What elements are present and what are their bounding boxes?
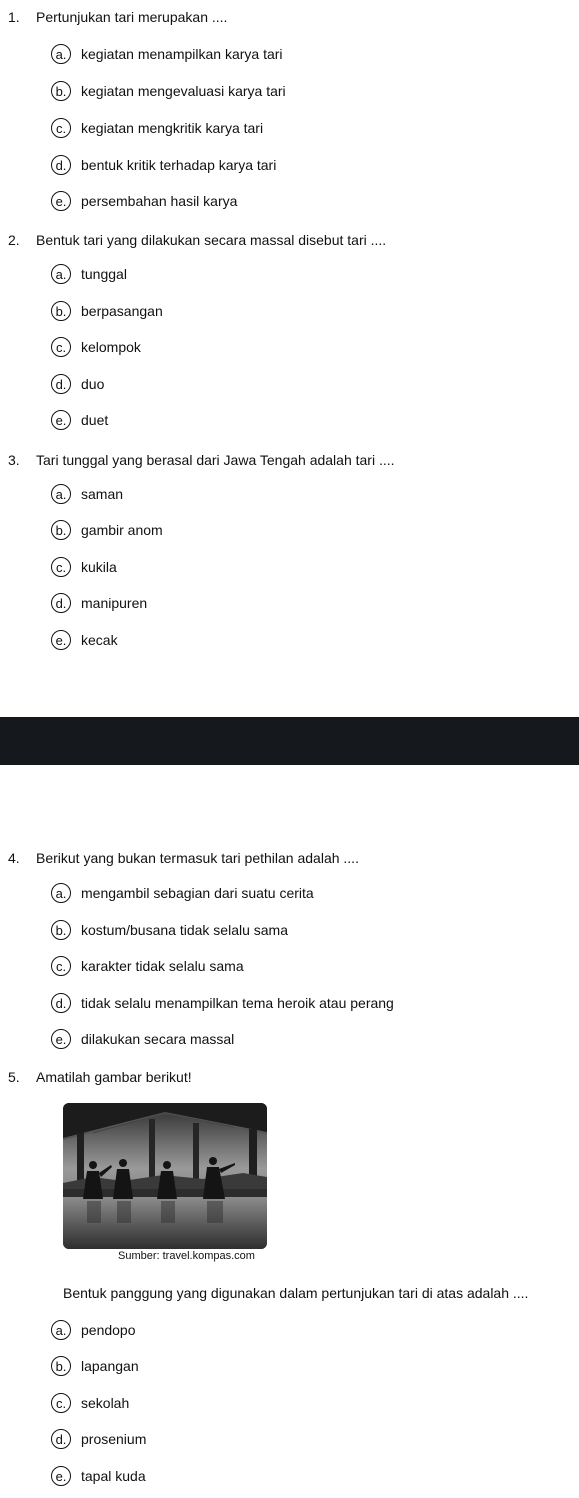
option-letter: e. [51, 410, 71, 430]
option-2d[interactable] [51, 373, 104, 395]
option-4d[interactable] [51, 992, 394, 1014]
option-letter: b. [51, 520, 71, 540]
option-letter: d. [51, 993, 71, 1013]
option-letter: c. [51, 337, 71, 357]
option-letter: e. [51, 630, 71, 650]
question-4 [8, 850, 359, 866]
option-text: kelompok [81, 339, 141, 355]
option-1d[interactable] [51, 154, 276, 176]
question-number: 4. [8, 850, 20, 866]
option-text: persembahan hasil karya [81, 193, 238, 209]
page-divider [0, 717, 579, 765]
option-3d[interactable] [51, 592, 147, 614]
option-5a[interactable] [51, 1319, 136, 1341]
question-text: Tari tunggal yang berasal dari Jawa Tengah adalah tari .... [36, 452, 395, 468]
option-text: sekolah [81, 1395, 130, 1411]
option-letter: b. [51, 301, 71, 321]
option-text: lapangan [81, 1358, 139, 1374]
option-text: dilakukan secara massal [81, 1031, 235, 1047]
image-caption: Sumber: travel.kompas.com [118, 1250, 255, 1262]
option-letter: a. [51, 1320, 71, 1340]
option-1c[interactable] [51, 117, 263, 139]
question-text: Bentuk tari yang dilakukan secara massal disebut tari .... [36, 232, 387, 248]
option-text: tapal kuda [81, 1468, 146, 1484]
option-1e[interactable] [51, 190, 237, 212]
option-letter: a. [51, 44, 71, 64]
option-letter: a. [51, 484, 71, 504]
option-3c[interactable] [51, 556, 117, 578]
option-text: pendopo [81, 1322, 136, 1338]
option-text: mengambil sebagian dari suatu cerita [81, 885, 314, 901]
question-text: Pertunjukan tari merupakan .... [36, 9, 228, 25]
option-letter: e. [51, 1466, 71, 1486]
option-text: duo [81, 376, 105, 392]
option-text: tidak selalu menampilkan tema heroik atau perang [81, 995, 394, 1011]
option-5d[interactable] [51, 1428, 146, 1450]
option-text: saman [81, 486, 124, 502]
option-letter: d. [51, 374, 71, 394]
option-5e[interactable] [51, 1465, 146, 1487]
option-letter: e. [51, 1029, 71, 1049]
question-text: Amatilah gambar berikut! [36, 1069, 192, 1085]
option-text: karakter tidak selalu sama [81, 958, 244, 974]
option-letter: b. [51, 920, 71, 940]
option-letter: c. [51, 557, 71, 577]
question-number: 1. [8, 9, 20, 25]
option-letter: d. [51, 1429, 71, 1449]
question-number: 2. [8, 232, 20, 248]
option-letter: a. [51, 883, 71, 903]
option-2b[interactable] [51, 300, 163, 322]
option-text: prosenium [81, 1431, 147, 1447]
option-text: kukila [81, 559, 117, 575]
option-text: tunggal [81, 266, 127, 282]
option-1a[interactable] [51, 43, 283, 65]
question-5-stem: Bentuk panggung yang digunakan dalam pertunjukan tari di atas adalah .... [63, 1285, 529, 1301]
option-3a[interactable] [51, 483, 123, 505]
option-letter: b. [51, 81, 71, 101]
option-text: kegiatan mengkritik karya tari [81, 120, 264, 136]
option-letter: e. [51, 191, 71, 211]
option-3b[interactable] [51, 519, 163, 541]
option-text: duet [81, 412, 109, 428]
option-5c[interactable] [51, 1392, 129, 1414]
question-3 [8, 452, 395, 468]
question-2 [8, 232, 386, 248]
question-number: 3. [8, 452, 20, 468]
question-text: Berikut yang bukan termasuk tari pethilan adalah .... [36, 850, 359, 866]
option-text: kostum/busana tidak selalu sama [81, 922, 288, 938]
option-text: kecak [81, 632, 118, 648]
option-letter: d. [51, 155, 71, 175]
option-5b[interactable] [51, 1355, 139, 1377]
question-number: 5. [8, 1069, 20, 1085]
dance-photo [63, 1103, 267, 1249]
option-letter: d. [51, 593, 71, 613]
option-1b[interactable] [51, 80, 286, 102]
option-text: bentuk kritik terhadap karya tari [81, 157, 277, 173]
option-text: manipuren [81, 595, 148, 611]
option-text: berpasangan [81, 303, 163, 319]
option-4c[interactable] [51, 955, 244, 977]
option-letter: a. [51, 264, 71, 284]
option-letter: c. [51, 1393, 71, 1413]
option-4b[interactable] [51, 919, 288, 941]
option-2c[interactable] [51, 336, 141, 358]
option-letter: c. [51, 956, 71, 976]
option-3e[interactable] [51, 629, 118, 651]
option-letter: c. [51, 118, 71, 138]
question-5 [8, 1069, 192, 1085]
question-1 [8, 9, 227, 25]
option-letter: b. [51, 1356, 71, 1376]
option-4e[interactable] [51, 1028, 234, 1050]
option-2e[interactable] [51, 409, 108, 431]
option-4a[interactable] [51, 882, 314, 904]
option-2a[interactable] [51, 263, 127, 285]
option-text: kegiatan mengevaluasi karya tari [81, 83, 286, 99]
option-text: kegiatan menampilkan karya tari [81, 46, 283, 62]
option-text: gambir anom [81, 522, 163, 538]
